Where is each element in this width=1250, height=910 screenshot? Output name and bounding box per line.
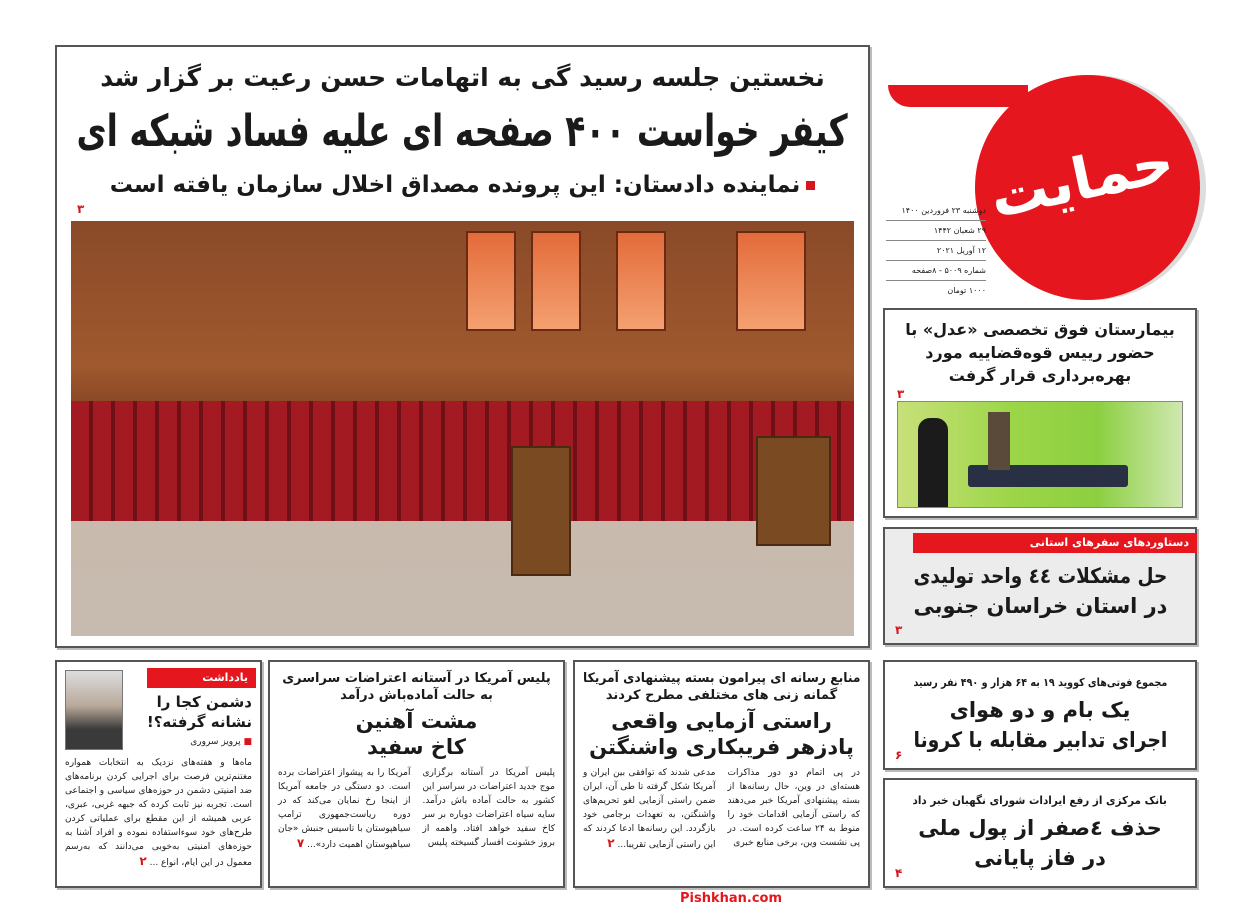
logo-text: حمایت: [984, 126, 1181, 232]
date-gregorian: [886, 245, 986, 261]
provincial-story[interactable]: [883, 527, 1197, 645]
window-curtain: [466, 231, 516, 331]
body-text: مدعی شدند که توافقی بین ایران و آمریکا شکل گرفته تا طی آن، ایران ضمن راستی آزمایی لغو تحریم‌های واشنگتن، به تعهدات برجامی خود بازگردد. این رسانه‌ها ادعا کردند که این راستی آزمایی تقریبا...: [583, 768, 716, 850]
kicker-text: مجموع فوتی‌های کووید ۱۹ به ۶۴ هزار و ۴۹۰ نفر رسید: [913, 676, 1167, 689]
lead-subhead-line: [110, 169, 816, 201]
podium: [511, 446, 571, 576]
window-curtain: [736, 231, 806, 331]
page-ref: ۶: [895, 748, 903, 762]
date-solar: [886, 205, 986, 221]
page-ref: ۳: [77, 202, 85, 216]
headline: [913, 813, 1167, 843]
headline: [913, 561, 1167, 591]
kicker-text: گمانه زنی های مختلفی مطرح کردند: [605, 688, 838, 703]
title-line: [129, 692, 252, 712]
masthead: [880, 45, 1200, 300]
headline-text: در استان خراسان جنوبی: [913, 594, 1167, 618]
headline-text: یک بام و دو هوای: [949, 698, 1131, 722]
headline: [913, 695, 1167, 725]
headline: [583, 734, 860, 760]
window-curtain: [616, 231, 666, 331]
headline-text: پادزهر فریبکاری واشنگتن: [589, 735, 854, 759]
headline-text: مشت آهنین: [355, 709, 478, 733]
kicker: [583, 670, 860, 687]
logo[interactable]: [975, 75, 1200, 300]
kicker: [913, 793, 1167, 809]
hospital-story[interactable]: [883, 308, 1197, 518]
opinion-body-text: ماه‌ها و هفته‌های نزدیک به انتخابات همواره مغتنم‌ترین فرصت برای اجرایی کردن برنامه‌های ضد امنیتی دشمن در حوزه‌های سیاسی و اجتماعی است. تجربه نیز ثابت کرده که جبهه غربی، عبری، عربی همیشه از این مقطع برای عملیاتی کردن طرح‌های خود سوءاستفاده نموده و افراد آشنا به حوزه‌های امنیتی به‌خوبی می‌دانند که به‌رسم معمول در این ایام، انواع ...: [65, 758, 252, 868]
headline-text: کاخ سفید: [367, 735, 467, 759]
kicker: [278, 670, 555, 687]
lead-headline-text: کیفر خواست ۴۰۰ صفحه ای علیه فساد شبکه ای: [76, 106, 849, 157]
body-column: [423, 766, 556, 880]
section-tag: دستاوردهای سفرهای استانی: [913, 533, 1197, 553]
headline-text: اجرای تدابیر مقابله با کرونا: [913, 728, 1167, 752]
headline-text: در فاز پایانی: [974, 846, 1106, 870]
headline: [913, 843, 1167, 873]
lead-subhead: [77, 169, 848, 201]
price-text: ۱۰۰۰ تومان: [947, 286, 986, 295]
covid-story[interactable]: [883, 660, 1197, 770]
author-photo: [65, 670, 123, 750]
kicker: [913, 675, 1167, 691]
lead-kicker: [77, 61, 848, 95]
us-police-story[interactable]: [268, 660, 565, 888]
price: [886, 285, 986, 300]
lead-headline[interactable]: [77, 103, 848, 161]
headline: [913, 591, 1167, 621]
headline-text: راستی آزمایی واقعی: [611, 709, 832, 733]
title-line: [129, 712, 252, 732]
page-ref: ۲: [607, 836, 615, 850]
issue-number: [886, 265, 986, 281]
window-curtain: [531, 231, 581, 331]
title-text: دشمن کجا را: [156, 693, 252, 711]
lead-story: [55, 45, 870, 648]
body-text: پلیس آمریکا در آستانه برگزاری موج جدید اعتراضات در سراسر این کشور به حالت آماده باش درآمد. سایه سیاه اعتراضات دوباره بر سر کاخ سفید خواهد افتاد. واهمه از بروز خشونت افسار گسیخته پلیس: [422, 768, 555, 848]
hospital-photo: [897, 401, 1183, 508]
kicker: [278, 687, 555, 704]
kicker-text: بانک مرکزی از رفع ایرادات شورای نگهبان خبر داد: [912, 794, 1168, 807]
watermark: Pishkhan.com: [680, 891, 783, 906]
body-column: [728, 766, 861, 880]
courtroom-photo: [71, 221, 854, 636]
person: [918, 418, 948, 507]
issue-number-text: شماره ۵۰۰۹ - ۸صفحه: [911, 266, 986, 275]
courtroom-seats: [71, 401, 854, 521]
bullet-icon: [806, 181, 815, 190]
body-text: در پی اتمام دو دور مذاکرات هسته‌ای در وین، حال رسانه‌ها از بسته پیشنهادی آمریکا خبر می‌دهند که راستی آزمایی اقدامات خود را منوط به ۲۴ ساعت کرده است. در پی نشست وین، برخی منابع خبری: [727, 768, 860, 848]
body-columns: [583, 766, 860, 880]
page-ref: ۳: [895, 623, 903, 637]
headline: بیمارستان فوق تخصصی «عدل» با حضور رییس قوه‌قضاییه مورد بهره‌برداری قرار گرفت: [905, 320, 1175, 385]
lead-kicker-text: نخستین جلسه رسید گی به اتهامات حسن رعیت بر گزار شد: [100, 63, 825, 92]
page-ref: ۴: [895, 866, 903, 880]
title-text: نشانه گرفته؟!: [146, 713, 252, 731]
washington-story[interactable]: [573, 660, 870, 888]
currency-story[interactable]: [883, 778, 1197, 888]
body-columns: [278, 766, 555, 880]
body-column: [583, 766, 716, 880]
page-ref: ۷: [296, 836, 305, 850]
kicker-text: به حالت آماده‌باش درآمد: [340, 688, 493, 703]
opinion-body: [65, 756, 252, 882]
lead-subhead-text: نماینده دادستان: این پرونده مصداق اخلال سازمان یافته است: [109, 172, 801, 198]
headline: [583, 708, 860, 734]
kicker: [583, 687, 860, 704]
headline: [278, 708, 555, 734]
page-ref: ۲: [139, 854, 147, 868]
podium: [756, 436, 831, 546]
page-ref: ۳: [897, 387, 905, 401]
person: [988, 412, 1010, 470]
headline: [913, 725, 1167, 755]
opinion-title: [129, 692, 252, 732]
date-solar-text: دوشنبه ۲۳ فروردین ۱۴۰۰: [901, 206, 986, 215]
body-text: آمریکا را به پیشواز اعتراضات برده است. دو دستگی در جامعه آمریکا از اینجا رخ نمایان می‌کند که در دوره ریاست‌جمهوری ترامپ سیاهپوستان با تاسیس جنبش «جان سیاهپوستان اهمیت دارد»...: [278, 768, 411, 850]
headline-text: حل مشکلات ٤٤ واحد تولیدی: [913, 564, 1167, 588]
headline: [278, 734, 555, 760]
section-tag: یادداشت: [147, 668, 256, 688]
author-name: پرویز سروری: [190, 737, 241, 747]
logo-band: [888, 85, 1028, 107]
opinion-column[interactable]: [55, 660, 262, 888]
author: ■ پرویز سروری: [190, 737, 252, 747]
date-lunar-text: ۲۹ شعبان ۱۴۴۲: [933, 226, 986, 235]
kicker-text: پلیس آمریکا در آستانه اعتراضات سراسری: [282, 671, 551, 686]
kicker-text: منابع رسانه ای پیرامون بسته پیشنهادی آمریکا: [582, 671, 861, 686]
body-column: [278, 766, 411, 880]
date-gregorian-text: ۱۲ آوریل ۲۰۲۱: [936, 246, 986, 255]
date-lunar: [886, 225, 986, 241]
headline-text: حذف ٤صفر از پول ملی: [918, 816, 1162, 840]
